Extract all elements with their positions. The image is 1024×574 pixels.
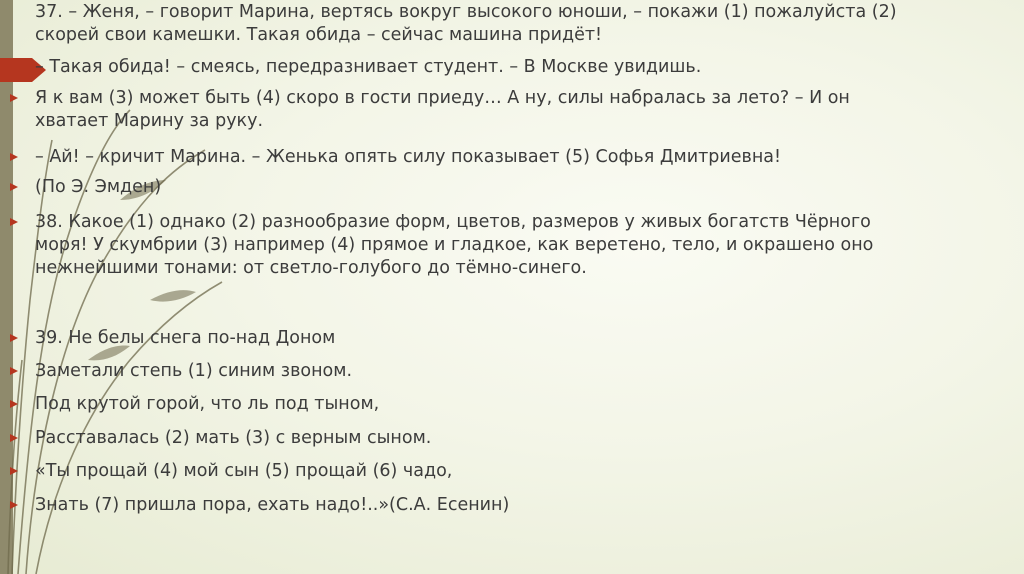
text-line-10: нежнейшими тонами: от светло-голубого до тёмно-синего. xyxy=(35,258,587,278)
text-line-11: 39. Не белы снега по-над Доном xyxy=(35,328,336,348)
bullet-icon xyxy=(10,334,18,342)
text-line-1: 37. – Женя, – говорит Марина, вертясь вокруг высокого юноши, – покажи (1) пожалуйста (2) xyxy=(35,2,897,22)
bullet-icon xyxy=(10,94,18,102)
bullet-icon xyxy=(10,153,18,161)
bullet-icon xyxy=(10,400,18,408)
text-line-3: – Такая обида! – смеясь, передразнивает студент. – В Москве увидишь. xyxy=(35,57,702,77)
text-line-8: 38. Какое (1) однако (2) разнообразие форм, цветов, размеров у живых богатств Чёрного xyxy=(35,212,871,232)
text-line-2: скорей свои камешки. Такая обида – сейчас машина придёт! xyxy=(35,25,603,45)
bullet-icon xyxy=(10,434,18,442)
text-line-16: Знать (7) пришла пора, ехать надо!..»(С.А. Есенин) xyxy=(35,495,510,515)
text-line-14: Расставалась (2) мать (3) с верным сыном. xyxy=(35,428,432,448)
bullet-icon xyxy=(10,467,18,475)
text-line-5: хватает Марину за руку. xyxy=(35,111,264,131)
red-accent-banner xyxy=(0,58,32,82)
text-line-9: моря! У скумбрии (3) например (4) прямое и гладкое, как веретено, тело, и окрашено оно xyxy=(35,235,874,255)
text-line-6: – Ай! – кричит Марина. – Женька опять силу показывает (5) Софья Дмитриевна! xyxy=(35,147,782,167)
text-line-4: Я к вам (3) может быть (4) скоро в гости приеду… А ну, силы набралась за лето? – И он xyxy=(35,88,850,108)
bullet-icon xyxy=(10,367,18,375)
text-line-15: «Ты прощай (4) мой сын (5) прощай (6) чадо, xyxy=(35,461,453,481)
bullet-icon xyxy=(10,218,18,226)
bullet-icon xyxy=(10,501,18,509)
bullet-icon xyxy=(10,183,18,191)
text-line-7: (По Э. Эмден) xyxy=(35,177,162,197)
text-line-12: Заметали степь (1) синим звоном. xyxy=(35,361,353,381)
text-line-13: Под крутой горой, что ль под тыном, xyxy=(35,394,380,414)
